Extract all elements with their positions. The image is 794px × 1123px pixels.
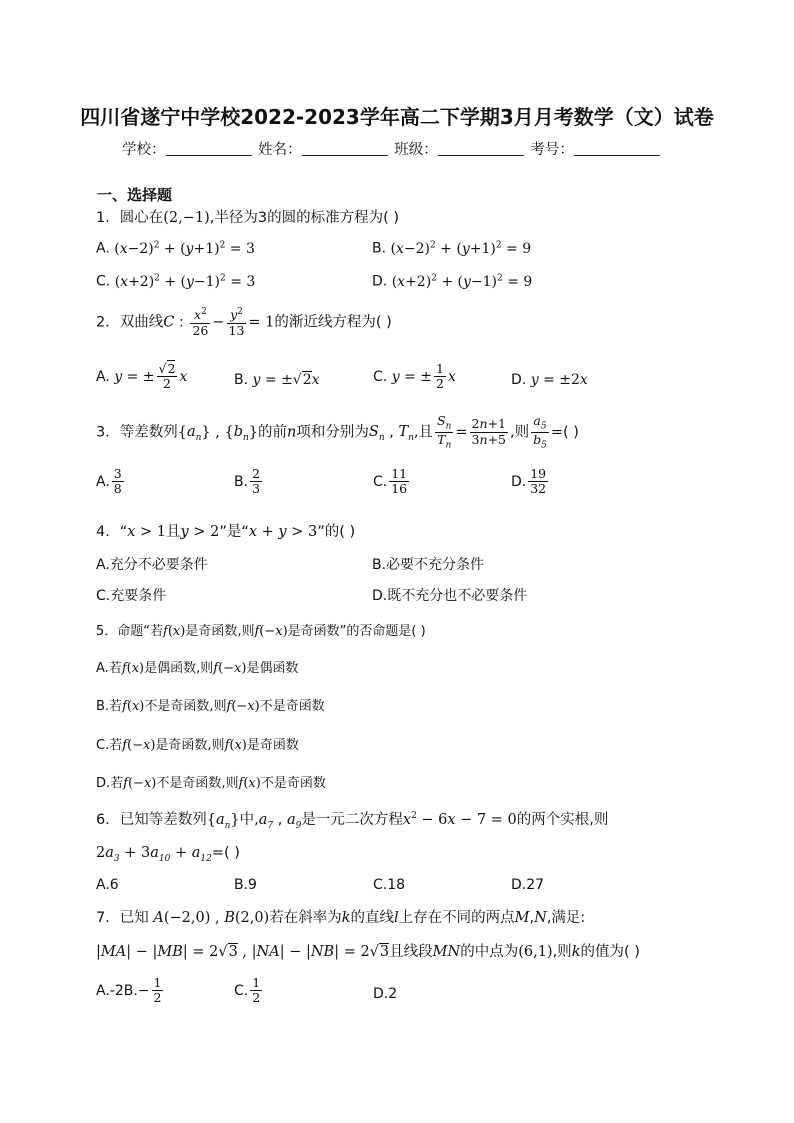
question-5-option-a: A.若f(x)是偶函数,则f(−x)是偶函数	[96, 661, 299, 676]
question-1-option-c: C. $(x+2)^2 + (y-1)^2 = 3$	[96, 273, 256, 290]
class-label: 班级：	[394, 142, 438, 158]
fraction: $\frac{y^2}{13}$	[228, 307, 245, 338]
school-label: 学校：	[122, 142, 166, 158]
question-7-option-d: D.2	[373, 986, 398, 1002]
question-2-option-d: D. y = ±2x	[511, 372, 588, 388]
question-4-stem: 4．“x > 1且y > 2”是“x + y > 3”的( )	[96, 524, 356, 540]
question-6-stem: 6．已知等差数列$\{a_n\}$中$,a_7$ , $a_9$是一元二次方程$x^2 - 6x - 7 = 0$的两个实根,则	[96, 811, 609, 831]
question-3-option-a: A. $\frac{3}{8}$	[96, 466, 122, 497]
question-1-option-d: D. $(x+2)^2 + (y-1)^2 = 9$	[372, 273, 533, 290]
question-6-option-c: C.18	[373, 877, 406, 893]
question-4-option-b: B.必要不充分条件	[372, 557, 485, 573]
question-5-option-c: C.若f(−x)是奇函数,则f(x)是奇函数	[96, 738, 299, 753]
number-blank[interactable]	[574, 141, 660, 156]
student-info-line	[122, 138, 662, 159]
question-3-option-b: B. $\frac{2}{3}$	[234, 466, 261, 497]
question-1-stem: 1．圆心在(2,−1),半径为3的圆的标准方程为( )	[96, 210, 400, 226]
question-6-option-b: B.9	[234, 877, 257, 893]
question-6-option-d: D.27	[511, 877, 545, 893]
question-3-option-c: C. $\frac{11}{16}$	[373, 466, 408, 497]
question-5-option-d: D.若f(−x)不是奇函数,则f(x)不是奇函数	[96, 776, 326, 791]
number-label: 考号：	[530, 142, 574, 158]
question-2-option-c: C. y = ± $\frac{1}{2}$ x	[373, 361, 456, 392]
question-1-option-a: A. $(x-2)^2 + (y+1)^2 = 3$	[96, 240, 255, 257]
question-2-stem: 2．双曲线C : $\frac{x^2}{26}$ − $\frac{y^2}{13}$ = 1的渐近线方程为( )	[96, 307, 392, 338]
question-4-option-a: A.充分不必要条件	[96, 557, 208, 573]
question-7-option-c: C. $\frac{1}{2}$	[234, 975, 261, 1006]
name-blank[interactable]	[302, 141, 388, 156]
question-3-option-d: D. $\frac{19}{32}$	[511, 466, 547, 497]
question-6-option-a: A.6	[96, 877, 119, 893]
class-blank[interactable]	[438, 141, 524, 156]
question-5-stem: 5．命题“若f(x)是奇函数,则f(−x)是奇函数”的否命题是( )	[96, 624, 426, 639]
question-2-option-a: A. y = ± $\frac{√2}{2}$ x	[96, 361, 188, 392]
question-4-option-c: C.充要条件	[96, 588, 167, 604]
question-7-stem: 7．已知 A(−2,0) , B(2,0)若在斜率为k的直线l上存在不同的两点M,N,满足:	[96, 910, 586, 926]
section-heading: 一、选择题	[97, 186, 173, 204]
question-7-option-ab: A.-2B.− $\frac{1}{2}$	[96, 975, 162, 1006]
question-1-option-b: B. $(x-2)^2 + (y+1)^2 = 9$	[372, 240, 532, 257]
name-label: 姓名：	[258, 142, 302, 158]
question-3-stem: 3．等差数列$\{a_n\}$ , $\{b_n\}$的前n项和分别为$S_n$ , $T_n$,且 $\frac{S_n}{T_n}$ = $\frac{2n+1}{3n+5}$ ,则 $\frac{a_5}{b_5}$ =( )	[96, 413, 579, 451]
question-6-expression: $2a_3 + 3a_{10} + a_{12}=$( )	[96, 845, 240, 864]
question-7-condition: |MA| − |MB| = 2√3 , |NA| − |NB| = 2√3且线段MN的中点为(6,1),则k的值为( )	[96, 944, 640, 960]
question-2-option-b: B. y = ±√2x	[234, 372, 320, 388]
school-blank[interactable]	[166, 141, 252, 156]
question-5-option-b: B.若f(x)不是奇函数,则f(−x)不是奇函数	[96, 699, 325, 714]
fraction: $\frac{x^2}{26}$	[192, 307, 209, 338]
page-title: 四川省遂宁中学校2022-2023学年高二下学期3月月考数学（文）试卷	[80, 105, 714, 129]
question-4-option-d: D.既不充分也不必要条件	[372, 588, 528, 604]
